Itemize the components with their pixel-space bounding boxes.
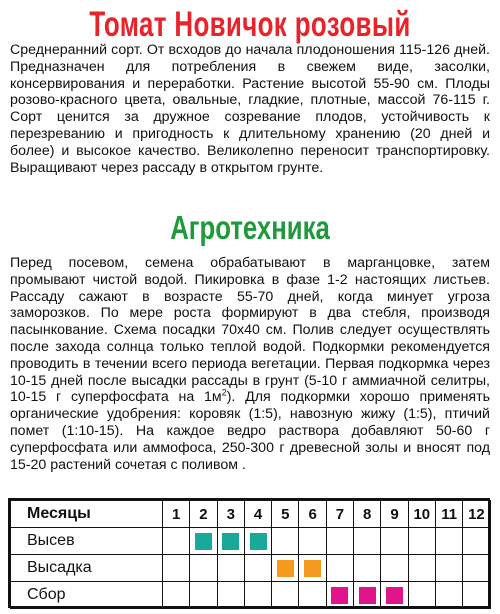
schedule-row-label: Высадка — [11, 555, 163, 582]
schedule-cell-inner — [299, 555, 325, 581]
schedule-month-cell — [272, 555, 299, 582]
month-header: 9 — [381, 501, 408, 528]
schedule-mark — [277, 560, 294, 577]
schedule-month-cell — [354, 555, 381, 582]
schedule-mark — [304, 560, 321, 577]
schedule-month-cell — [190, 582, 217, 609]
schedule-month-cell — [435, 582, 462, 609]
agrotechnics-text — [10, 255, 490, 473]
schedule-mark — [331, 587, 348, 604]
schedule-month-cell — [163, 582, 190, 609]
month-header: 11 — [435, 501, 462, 528]
agrotechnics-text-part2: ). Для подкормки хорошо применять органические удобрения: коровяк (1:5), навозную жижу (1:5), птичий помет (1:10-15). На каждое ведро раствора добавляют 50-60 г суперфосфата или аммофоса, 250-300 г древесной золы и вносят под 15-20 растений сочетая с поливом . — [10, 389, 490, 473]
schedule-row-label: Высев — [11, 528, 163, 555]
schedule-month-cell — [381, 582, 408, 609]
schedule-month-cell — [244, 582, 271, 609]
month-header: 6 — [299, 501, 326, 528]
schedule-month-cell — [326, 582, 353, 609]
variety-description: Среднеранний сорт. От всходов до начала плодоношения 115-126 дней. Предназначен для потребления в свежем виде, засолки, консервирования и переработки. Растение высотой 55-90 см. Плоды розово-красного цвета, овальные, гладкие, плотные, массой 76-115 г. Сорт ценится за дружное созревание плодов, устойчивость к перезреванию и пригодность к длительному хранению (20 дней и более) и высокое качество. Великолепно переносит транспортировку. Выращивают через рассаду в открытом грунте. — [10, 42, 490, 176]
schedule-month-cell — [217, 528, 244, 555]
schedule-month-cell — [244, 528, 271, 555]
month-header: 8 — [354, 501, 381, 528]
schedule-month-cell — [326, 528, 353, 555]
schedule-month-cell — [217, 555, 244, 582]
schedule-cell-inner — [245, 528, 271, 554]
schedule-month-cell — [408, 555, 435, 582]
schedule-month-cell — [272, 582, 299, 609]
month-header: 10 — [408, 501, 435, 528]
month-header: 4 — [244, 501, 271, 528]
superscript-two: 2 — [221, 387, 227, 398]
schedule-month-cell — [463, 528, 490, 555]
schedule-month-cell — [408, 528, 435, 555]
schedule-month-cell — [326, 555, 353, 582]
schedule-month-cell — [217, 582, 244, 609]
schedule-month-cell — [163, 555, 190, 582]
months-header-label: Месяцы — [11, 501, 163, 528]
schedule-row-label: Сбор — [11, 582, 163, 609]
schedule-row — [11, 582, 491, 609]
product-title: Томат Новичок розовый — [89, 5, 411, 44]
month-header: 2 — [190, 501, 217, 528]
month-header: 5 — [272, 501, 299, 528]
schedule-month-cell — [463, 555, 490, 582]
schedule-month-cell — [190, 555, 217, 582]
month-header: 7 — [326, 501, 353, 528]
schedule-month-cell — [299, 555, 326, 582]
schedule-month-cell — [354, 528, 381, 555]
schedule-mark — [386, 587, 403, 604]
schedule-month-cell — [299, 528, 326, 555]
month-header: 1 — [163, 501, 190, 528]
schedule-month-cell — [190, 528, 217, 555]
schedule-cell-inner — [327, 582, 353, 608]
schedule-cell-inner — [272, 555, 298, 581]
schedule-row — [11, 555, 491, 582]
schedule-cell-inner — [218, 528, 244, 554]
schedule-month-cell — [463, 582, 490, 609]
schedule-mark — [359, 587, 376, 604]
month-header: 12 — [463, 501, 490, 528]
schedule-month-cell — [272, 528, 299, 555]
schedule-cell-inner — [354, 582, 380, 608]
schedule-month-cell — [435, 555, 462, 582]
schedule-month-cell — [435, 528, 462, 555]
schedule-row — [11, 528, 491, 555]
agrotechnics-text-part1: Перед посевом, семена обрабатывают в марганцовке, затем промывают чистой водой. Пикировка в фазе 1-2 настоящих листьев. Рассаду сажают в возрасте 55-70 дней, когда минует угроза заморозков. По мере роста формируют в два стебля, производя пасынкование. Схема посадки 70x40 см. Полив следует осуществлять после захода солнца только теплой водой. Подкормки рекомендуется проводить в течении всего периода вегетации. Первая подкормка через 10-15 дней после высадки рассады в грунт (5-10 г аммиачной селитры, 10-15 г суперфосфата на 1м — [10, 255, 490, 406]
schedule-month-cell — [354, 582, 381, 609]
schedule-month-cell — [381, 555, 408, 582]
schedule-cell-inner — [381, 582, 407, 608]
schedule-mark — [195, 533, 212, 550]
schedule-month-cell — [244, 555, 271, 582]
schedule-month-cell — [408, 582, 435, 609]
schedule-mark — [250, 533, 267, 550]
schedule-header-row — [11, 501, 491, 528]
schedule-mark — [222, 533, 239, 550]
schedule-cell-inner — [190, 528, 216, 554]
schedule-month-cell — [381, 528, 408, 555]
month-header: 3 — [217, 501, 244, 528]
schedule-month-cell — [163, 528, 190, 555]
schedule-month-cell — [299, 582, 326, 609]
section-title-agrotechnics: Агротехника — [170, 209, 330, 246]
planting-schedule-table — [10, 500, 491, 609]
